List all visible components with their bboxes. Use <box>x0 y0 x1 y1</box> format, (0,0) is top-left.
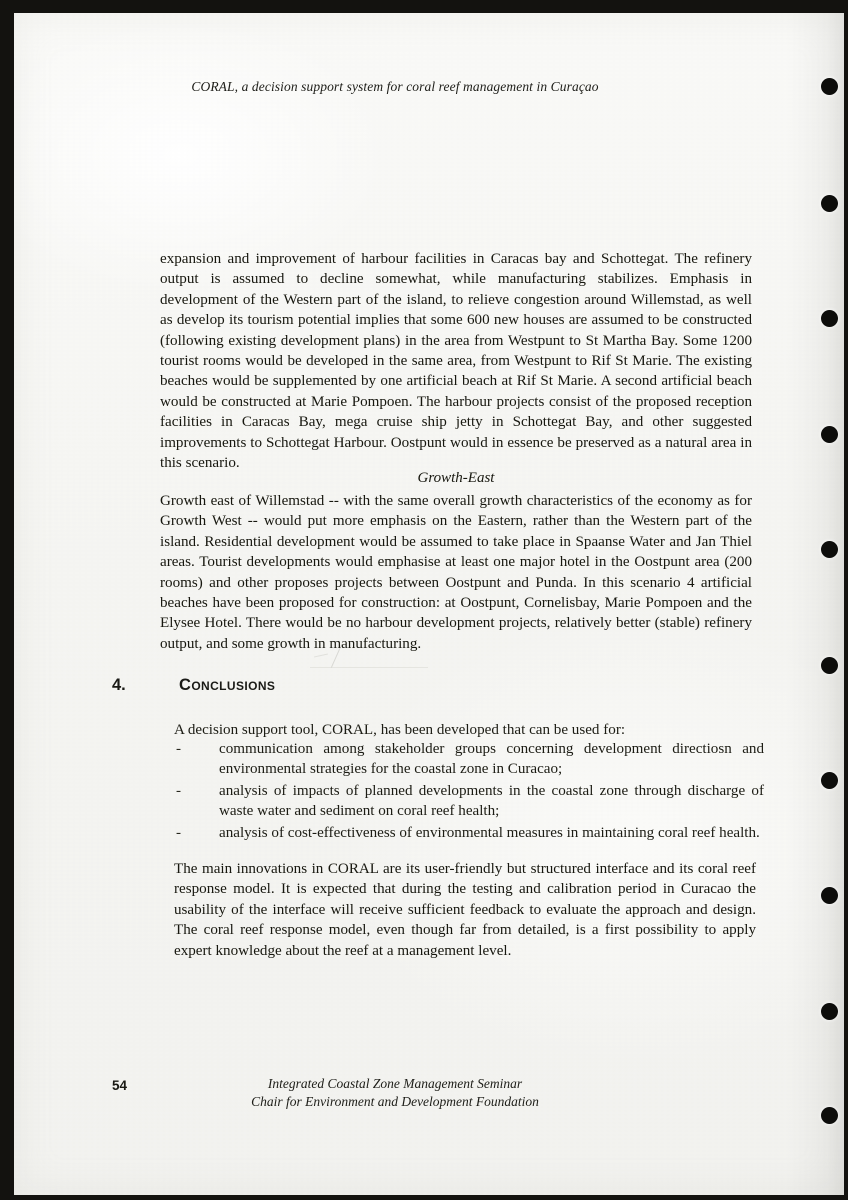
colophon-line-1: Integrated Coastal Zone Management Seminar <box>267 1076 523 1091</box>
conclusions-list <box>174 739 764 844</box>
conclusions-section-title: Conclusions <box>179 676 276 694</box>
scenario-paragraph: expansion and improvement of harbour facilities in Caracas bay and Schottegat. The refinery output is assumed to decline somewhat, while manufacturing stabilizes. Emphasis in development of the Western part of the island, to relieve congestion around Willemstad, as well as develop its tourism potential implies that some 600 new houses are assumed to be constructed (following existing development plans) in the area from Westpunt to St Martha Bay. Some 1200 tourist rooms would be developed in the same area, from Westpunt to Rif St Marie. The existing beaches would be supplemented by one artificial beach at Rif St Marie. A second artificial beach would be constructed at Marie Pompoen. The harbour projects consist of the proposed reception facilities in Caracas Bay, mega cruise ship jetty in Schottegat Bay, and other suggested improvements to Schottegat Harbour. Oostpunt would in essence be preserved as a natural area in this scenario. <box>160 251 752 472</box>
footer-colophon <box>14 1075 776 1111</box>
conclusions-section-number: 4. <box>112 676 126 694</box>
running-head: CORAL, a decision support system for coral reef management in Curaçao <box>191 79 599 94</box>
list-item <box>174 823 764 843</box>
conclusions-lead-in: A decision support tool, CORAL, has been developed that can be used for: <box>174 722 626 738</box>
list-item-text: analysis of impacts of planned developments in the coastal zone through discharge of waste water and sediment on coral reef health; <box>219 782 764 820</box>
page-content <box>14 13 844 1195</box>
scanned-page <box>14 13 844 1195</box>
growth-east-heading: Growth-East <box>417 470 495 486</box>
page-number: 54 <box>112 1078 128 1093</box>
closing-paragraph: The main innovations in CORAL are its user-friendly but structured interface and its coral reef response model. It is expected that during the testing and calibration period in Curacao the usability of the interface will receive sufficient feedback to evaluate the approach and design. The coral reef response model, even though far from detailed, is a first possibility to apply expert knowledge about the reef at a management level. <box>174 861 756 959</box>
list-item <box>174 781 764 822</box>
colophon-line-2: Chair for Environment and Development Foundation <box>251 1094 539 1109</box>
bullet-dash-icon: - <box>176 782 182 799</box>
growth-east-paragraph: Growth east of Willemstad -- with the same overall growth characteristics of the economy as for Growth West -- would put more emphasis on the Eastern, rather than the Western part of the island. Residential development would be assumed to take place in Spaanse Water and Jan Thiel areas. Tourist developments would emphasise at least one major hotel in the Oostpunt area (200 rooms) and other proposes projects between Oostpunt and Punda. In this scenario 4 artificial beaches have been proposed for construction: at Oostpunt, Cornelisbay, Marie Pompoen and the Elysee Hotel. There would be no harbour development projects, relatively better (stable) refinery output, and some growth in manufacturing. <box>160 493 752 652</box>
bullet-dash-icon: - <box>176 824 182 841</box>
conclusions-heading <box>112 676 752 700</box>
list-item-text: analysis of cost-effectiveness of environmental measures in maintaining coral reef health. <box>219 824 760 841</box>
bullet-dash-icon: - <box>176 741 182 757</box>
list-item <box>174 739 764 780</box>
list-item-text: communication among stakeholder groups concerning development directiosn and environmental strategies for the coastal zone in Curacao; <box>219 741 764 778</box>
